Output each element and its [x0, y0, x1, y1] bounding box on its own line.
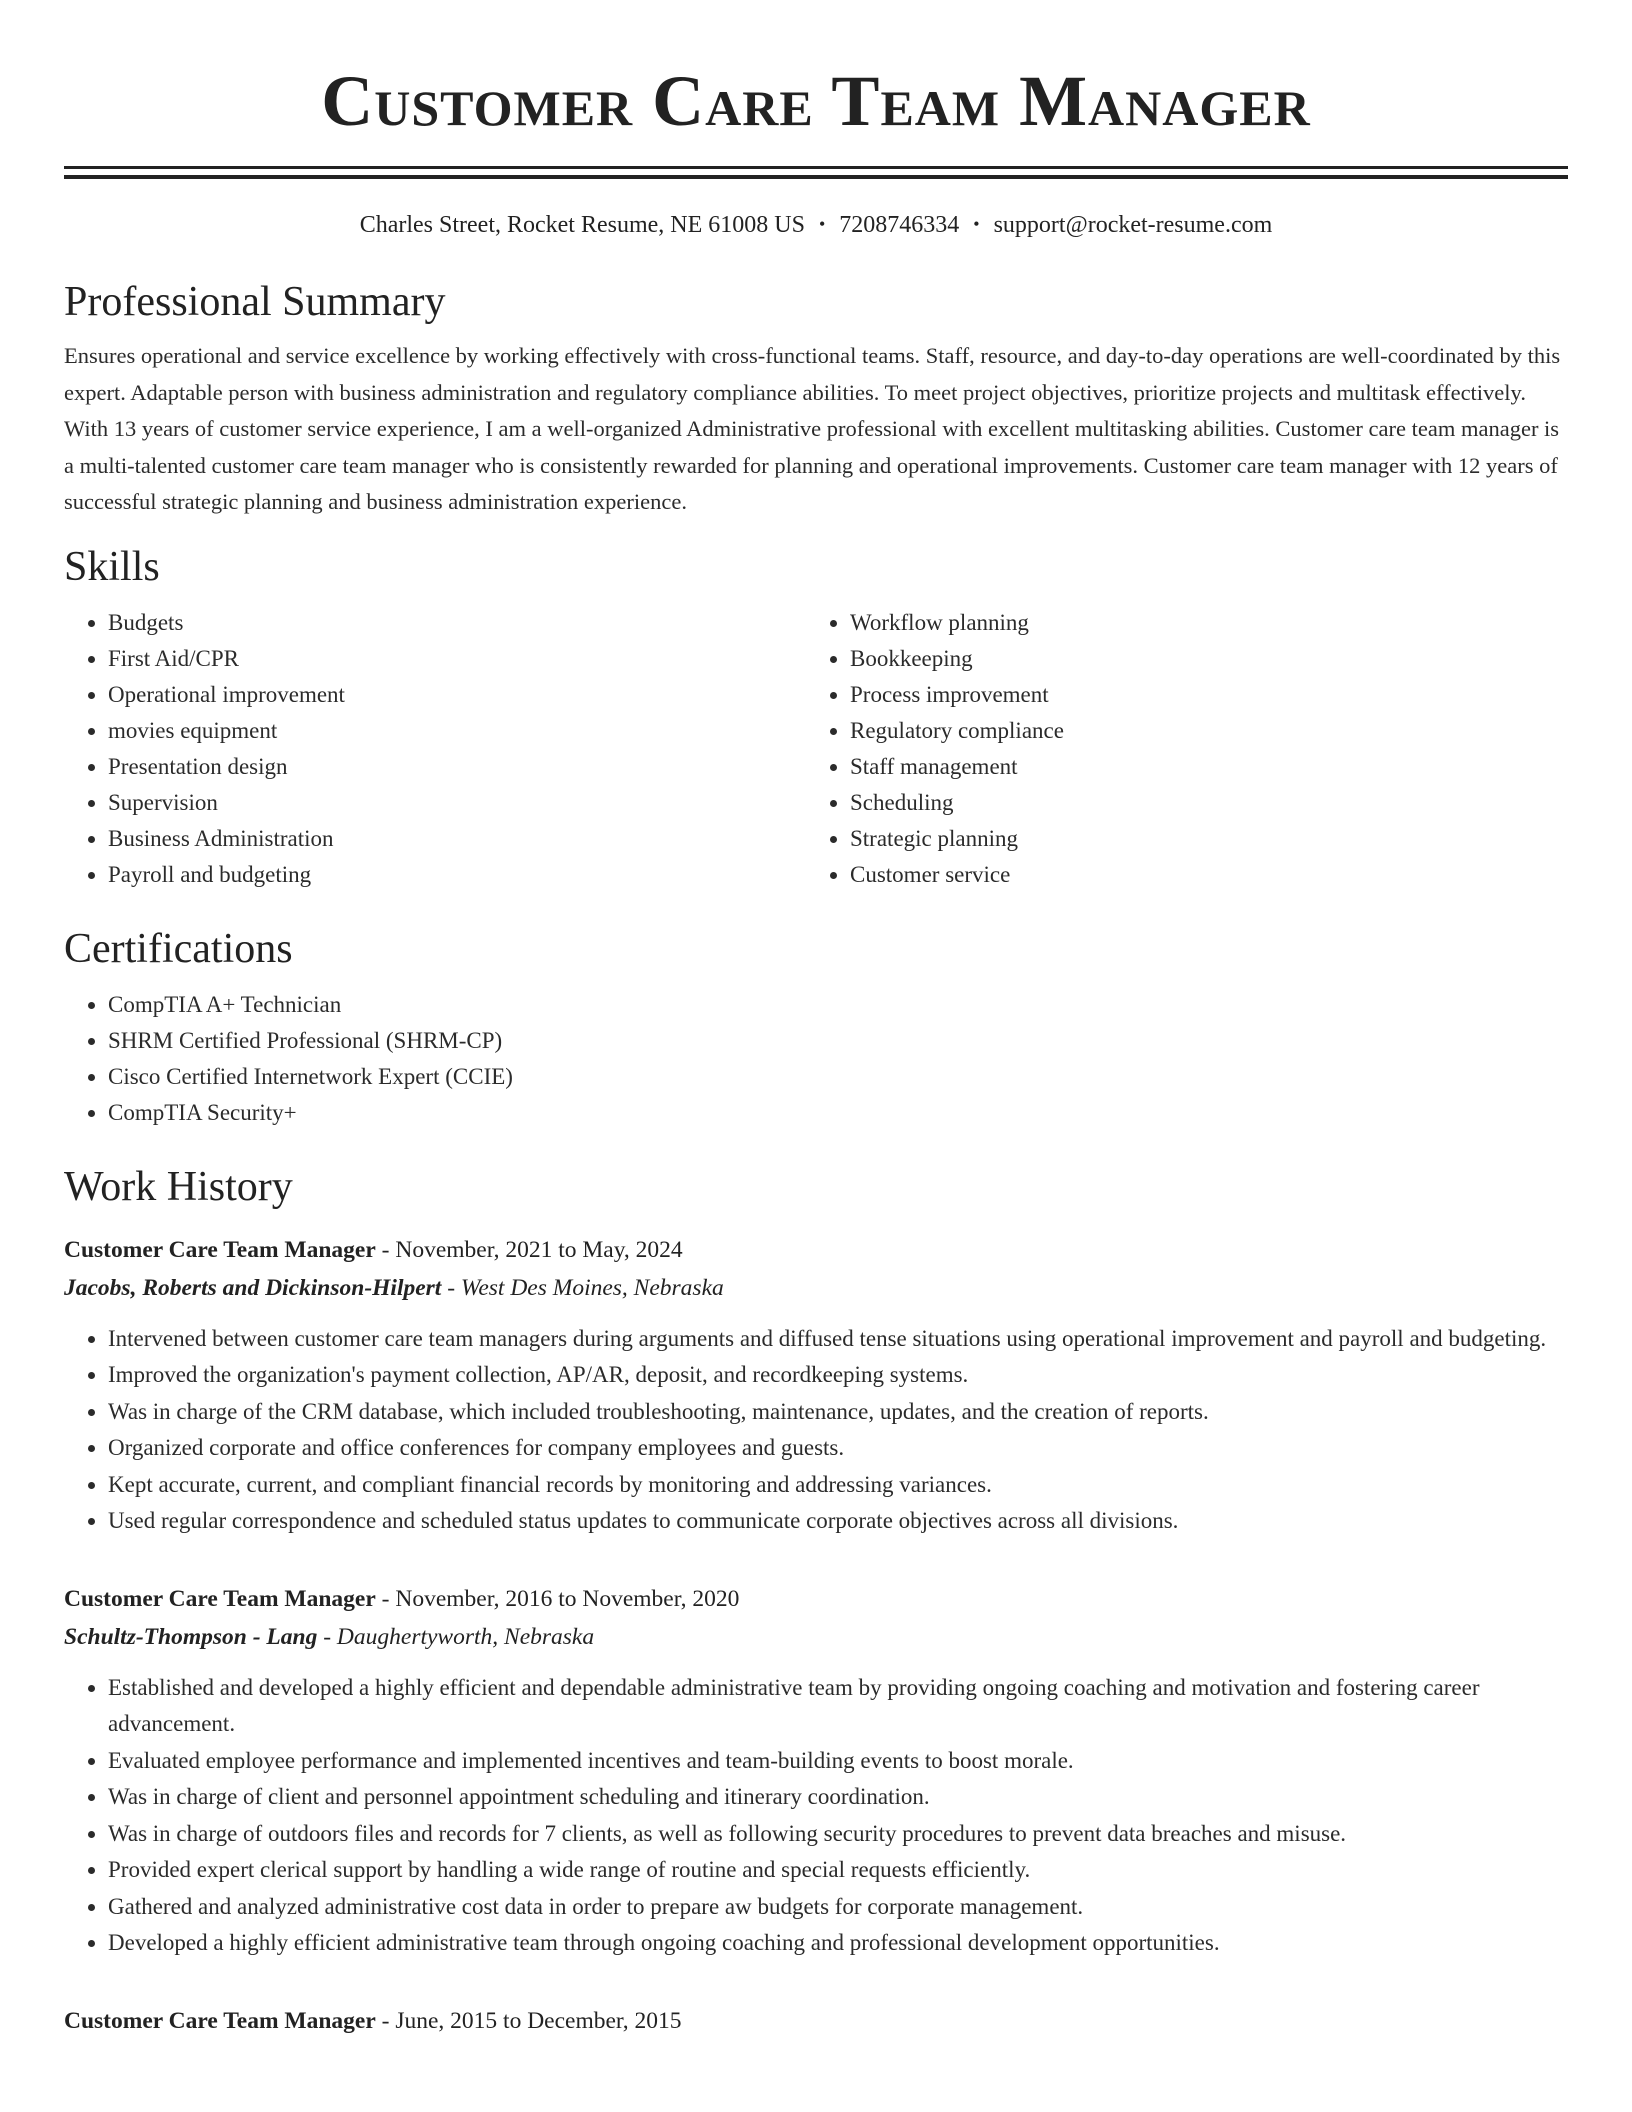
job-duty: • Was in charge of the CRM database, which included troubleshooting, maintenance, updates, and the creation of reports.	[108, 1394, 1568, 1431]
skills-columns	[64, 605, 1568, 893]
job-duty: • Developed a highly efficient administrative team through ongoing coaching and professional development opportunities.	[108, 1925, 1568, 1962]
summary-heading: Professional Summary	[64, 279, 446, 325]
contact-separator: •	[973, 214, 980, 234]
job-title-line: Customer Care Team Manager - June, 2015 to December, 2015	[64, 2007, 682, 2034]
job-dates: June, 2015 to December, 2015	[395, 2007, 682, 2034]
job-dates: November, 2016 to November, 2020	[395, 1585, 740, 1612]
certifications-list	[64, 987, 1568, 1131]
job-duties-list	[64, 1670, 1568, 1962]
header-divider-top	[64, 166, 1568, 169]
job-title: Customer Care Team Manager	[64, 2007, 376, 2034]
job-title-line: Customer Care Team Manager - November, 2021 to May, 2024	[64, 1236, 683, 1263]
job-company: Schultz-Thompson - Lang	[64, 1623, 318, 1650]
contact-address: Charles Street, Rocket Resume, NE 61008 US	[359, 212, 805, 238]
skill-item: • Supervision	[108, 785, 806, 821]
certification-item: • CompTIA A+ Technician	[108, 987, 1568, 1023]
job-duty: • Organized corporate and office conferences for company employees and guests.	[108, 1430, 1568, 1467]
skills-list-left	[64, 605, 806, 893]
job-duty: • Was in charge of outdoors files and records for 7 clients, as well as following security procedures to prevent data breaches and misuse.	[108, 1816, 1568, 1853]
skill-item: • Presentation design	[108, 749, 806, 785]
skill-item: • Process improvement	[850, 677, 1548, 713]
skill-item: • Customer service	[850, 857, 1548, 893]
job-dates: November, 2021 to May, 2024	[395, 1236, 683, 1263]
job-duty: • Provided expert clerical support by handling a wide range of routine and special requests efficiently.	[108, 1852, 1568, 1889]
skill-item: • Scheduling	[850, 785, 1548, 821]
job-duties-list	[64, 1321, 1568, 1540]
skill-item: • Strategic planning	[850, 821, 1548, 857]
job-duty: • Kept accurate, current, and compliant financial records by monitoring and addressing variances.	[108, 1467, 1568, 1504]
contact-email: support@rocket-resume.com	[993, 212, 1273, 238]
job-title-line: Customer Care Team Manager - November, 2016 to November, 2020	[64, 1585, 740, 1612]
skill-item: • Payroll and budgeting	[108, 857, 806, 893]
job-title: Customer Care Team Manager	[64, 1585, 376, 1612]
job-company: Jacobs, Roberts and Dickinson-Hilpert	[64, 1274, 442, 1301]
job-duty: • Improved the organization's payment collection, AP/AR, deposit, and recordkeeping systems.	[108, 1357, 1568, 1394]
job-entry	[64, 1231, 1568, 1540]
skill-item: • Business Administration	[108, 821, 806, 857]
resume-name-heading: Customer Care Team Manager	[321, 61, 1311, 141]
skill-item: • Bookkeeping	[850, 641, 1548, 677]
job-duty: • Established and developed a highly efficient and dependable administrative team by providing ongoing coaching and motivation and fostering career advancement.	[108, 1670, 1568, 1743]
skill-item: • Budgets	[108, 605, 806, 641]
job-duty: • Was in charge of client and personnel appointment scheduling and itinerary coordination.	[108, 1779, 1568, 1816]
work-history-heading: Work History	[64, 1163, 293, 1210]
job-location: West Des Moines, Nebraska	[460, 1274, 724, 1301]
summary-text: Ensures operational and service excellence by working effectively with cross-functional teams. Staff, resource, and day-to-day operations are well-coordinated by this expert. Adaptable person with business administration and regulatory compliance abilities. To meet project objectives, prioritize projects and multitask effectively. With 13 years of customer service experience, I am a well-organized Administrative professional with excellent multitasking abilities. Customer care team manager is a multi-talented customer care team manager who is consistently rewarded for planning and operational improvements. Customer care team manager with 12 years of successful strategic planning and business administration experience.	[64, 343, 1561, 514]
resume-page	[64, 0, 1568, 2040]
certification-item: • SHRM Certified Professional (SHRM-CP)	[108, 1023, 1568, 1059]
skill-item: • Operational improvement	[108, 677, 806, 713]
job-duty: • Evaluated employee performance and implemented incentives and team-building events to boost morale.	[108, 1743, 1568, 1780]
job-entry	[64, 1580, 1568, 1962]
skill-item: • movies equipment	[108, 713, 806, 749]
job-duty: • Intervened between customer care team managers during arguments and diffused tense situations using operational improvement and payroll and budgeting.	[108, 1321, 1568, 1358]
job-company-line: Jacobs, Roberts and Dickinson-Hilpert - West Des Moines, Nebraska	[64, 1274, 724, 1301]
job-duty: • Gathered and analyzed administrative cost data in order to prepare aw budgets for corporate management.	[108, 1889, 1568, 1926]
skill-item: • Workflow planning	[850, 605, 1548, 641]
skill-item: • Regulatory compliance	[850, 713, 1548, 749]
job-duty: • Used regular correspondence and scheduled status updates to communicate corporate objectives across all divisions.	[108, 1503, 1568, 1540]
job-company-line: Schultz-Thompson - Lang - Daughertyworth, Nebraska	[64, 1623, 595, 1650]
job-entry	[64, 2002, 1568, 2040]
header-divider-bottom	[64, 175, 1568, 179]
certifications-heading: Certifications	[64, 925, 293, 972]
contact-separator: •	[818, 214, 826, 234]
skills-heading: Skills	[64, 543, 160, 590]
contact-phone: 7208746334	[839, 212, 960, 238]
skill-item: • First Aid/CPR	[108, 641, 806, 677]
job-title: Customer Care Team Manager	[64, 1236, 376, 1263]
contact-line	[64, 209, 1568, 240]
certification-item: • Cisco Certified Internetwork Expert (CCIE)	[108, 1059, 1568, 1095]
certification-item: • CompTIA Security+	[108, 1095, 1568, 1131]
skill-item: • Staff management	[850, 749, 1548, 785]
job-location: Daughertyworth, Nebraska	[336, 1623, 595, 1650]
skills-list-right	[806, 605, 1548, 893]
